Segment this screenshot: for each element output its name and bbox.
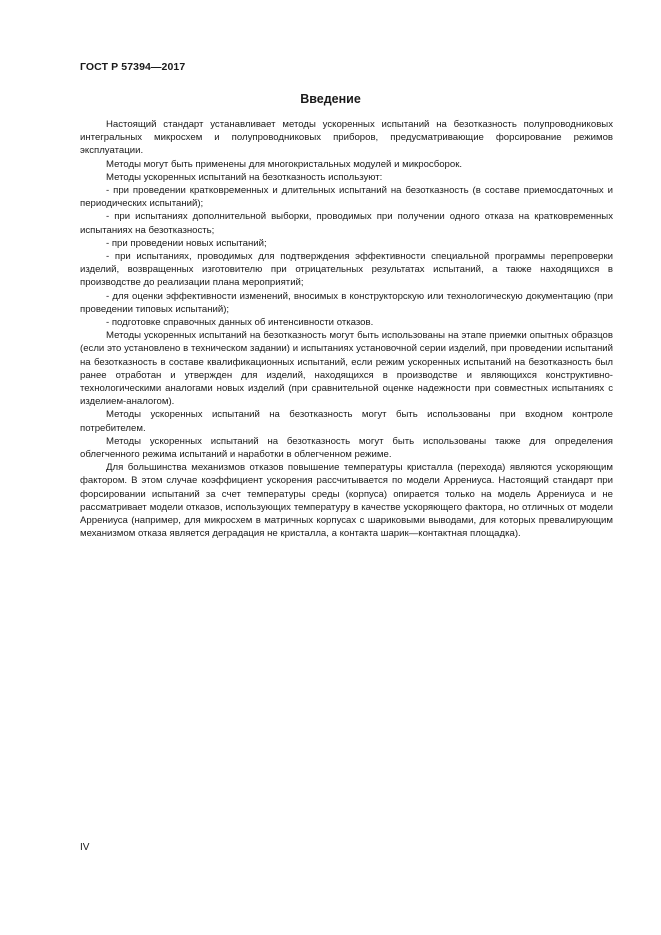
paragraph: Методы ускоренных испытаний на безотказность могут быть использованы на этапе приемки опытных образцов (если это установлено в техническом задании) и испытаниях установочной серии изделий, при проведении испытаний на безотказность в составе квалификационных испытаний, если режим ускоренных испытаний на безотказность был ранее отработан и утвержден для изделий, находящихся в производстве и являющихся конструктивно-технологическими аналогами новых изделий (при сравнительной оценке надежности при совместных испытаниях с изделием-аналогом). bbox=[80, 330, 613, 408]
list-item: - при испытаниях дополнительной выборки, проводимых при получении одного отказа на кратковременных испытаниях на безотказность; bbox=[80, 211, 613, 236]
list-item: - при проведении кратковременных и длительных испытаний на безотказность (в составе приемосдаточных и периодических испытаний); bbox=[80, 185, 613, 210]
paragraph: Методы ускоренных испытаний на безотказность могут быть использованы также для определения облегченного режима испытаний и наработки в облегченном режиме. bbox=[80, 435, 613, 461]
list-item: - подготовке справочных данных об интенсивности отказов. bbox=[106, 317, 374, 329]
list-item: - при испытаниях, проводимых для подтверждения эффективности специальной программы перепроверки изделий, возвращенных изготовителю при отрицательных результатах испытаний, а также находящихся в производстве до реализации плана мероприятий; bbox=[80, 251, 613, 289]
section-title: Введение bbox=[300, 92, 361, 106]
paragraph: Методы ускоренных испытаний на безотказность могут быть использованы при входном контроле потребителем. bbox=[80, 409, 613, 434]
paragraph: Методы могут быть применены для многокристальных модулей и микросборок. bbox=[106, 158, 463, 170]
page-number: IV bbox=[80, 842, 90, 853]
paragraph: Настоящий стандарт устанавливает методы ускоренных испытаний на безотказность полупроводниковых интегральных микросхем и полупроводниковых приборов, предусматривающие форсирование режимов эксплуатации. bbox=[80, 119, 613, 157]
list-item: - при проведении новых испытаний; bbox=[106, 237, 267, 249]
list-item: - для оценки эффективности изменений, вносимых в конструкторскую или технологическую документацию (при проведении типовых испытаний); bbox=[80, 290, 613, 315]
paragraph: Для большинства механизмов отказов повышение температуры кристалла (перехода) являются ускоряющим фактором. В этом случае коэффициент ускорения рассчитывается по модели Аррениуса. Настоящий стандарт при форсировании испытаний за счет температуры среды (корпуса) опирается только на модель Аррениуса и не рассматривает модели отказов, использующих температуру в качестве ускоряющего фактора, но отличных от модели Аррениуса (например, для микросхем в матричных корпусах с шариковыми выводами, для которых превалирующим механизмом отказа является деградация не кристалла, а контакта шарик—контактная площадка). bbox=[80, 462, 613, 540]
document-code: ГОСТ Р 57394—2017 bbox=[80, 61, 186, 73]
paragraph: Методы ускоренных испытаний на безотказность используют: bbox=[106, 171, 383, 183]
section-body bbox=[80, 118, 613, 541]
